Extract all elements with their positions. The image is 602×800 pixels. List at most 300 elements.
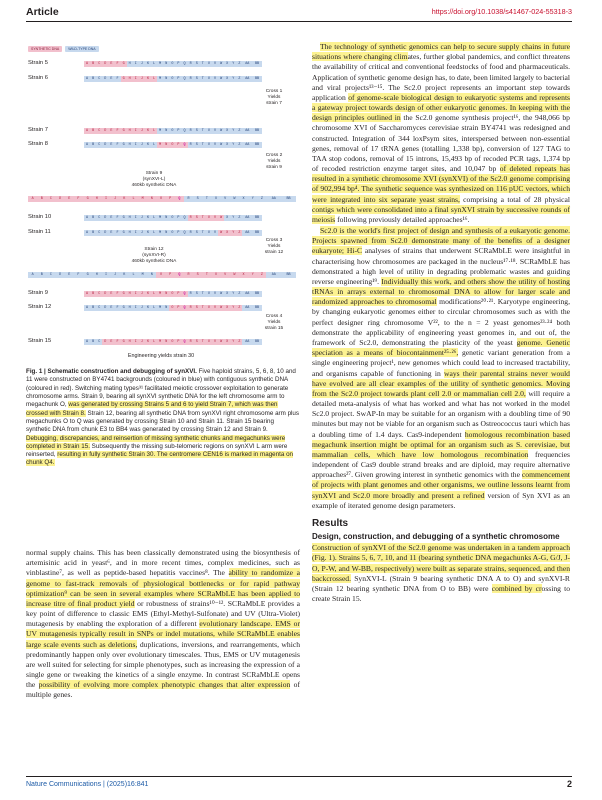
footer-rule [26, 776, 572, 777]
chunk-e: E [108, 142, 114, 148]
text-run: version of Syn XVI as an example of iterated genome design parameters. [312, 490, 570, 510]
chunk-y: Y [248, 196, 257, 202]
chunk-o: O [169, 339, 175, 345]
chunk-aa: AA [242, 291, 252, 297]
chunk-f: F [114, 128, 120, 134]
chunk-y: Y [230, 305, 236, 311]
chunk-c: C [96, 76, 102, 82]
strain-9-full-bar [28, 196, 296, 202]
chunk-r: R [184, 272, 193, 278]
chunk-b: B [90, 128, 96, 134]
chunk-q: Q [175, 196, 184, 202]
chunk-t: T [202, 272, 211, 278]
chunk-p: P [175, 339, 181, 345]
chunk-l: L [151, 61, 157, 67]
chunk-q: Q [182, 305, 188, 311]
caption-label: Fig. 1 | Schematic construction and debugging of synXVI. [26, 368, 197, 375]
chunk-a: A [84, 128, 90, 134]
chunk-z: Z [236, 291, 242, 297]
chunk-o: O [169, 215, 175, 221]
chunk-y: Y [230, 61, 236, 67]
chunk-e: E [108, 128, 114, 134]
chunk-h: H [127, 339, 133, 345]
chunk-d: D [102, 291, 108, 297]
chunk-q: Q [182, 291, 188, 297]
chunk-k: K [145, 339, 151, 345]
chunk-j: J [139, 339, 145, 345]
text-run: ossing to create Strain 15. [312, 583, 571, 604]
chunk-f: F [114, 305, 120, 311]
chunk-k: K [145, 142, 151, 148]
chunk-n: N [163, 305, 169, 311]
chunk-n: N [147, 196, 156, 202]
chunk-u: U [206, 76, 212, 82]
chunk-y: Y [230, 76, 236, 82]
highlight-run: Construction of synXVI of the Sc2.0 genome was undertaken in a tandem approach (Fig. 1). Strains 5, 6, 7, 10, and 11 (bearing synthetic DNA megachunks A-G, G/J, J-O, P-W, and W-BB, respectively) were built as separate strains, sequenced, and then backcrossed. [312, 543, 570, 583]
highlight-run: ability to randomize a genome to fast-track removals of physiological bottlenecks or for rapid pathway optimization⁹ can be seen in several examples where SCRaMbLE has been applied to increase titre of final product yield [26, 568, 300, 608]
chunk-o: O [156, 272, 165, 278]
chunk-r: R [188, 291, 194, 297]
cross-1-note: Cross 1 Yields strain 7 [265, 89, 283, 106]
chunk-w: W [218, 215, 224, 221]
chunk-w: W [218, 128, 224, 134]
chunk-e: E [108, 305, 114, 311]
text-run: will require a detailed meta-analysis of what has worked and what has not worked in the model Sc2.0 project. SwAP-In may be suitable for an organism with a doubling time of 90 minutes but may not be viable for an organism such as Ostreococcus tauri which has a doubling time of 1.4 days. Cas9-independent [312, 388, 570, 439]
chunk-u: U [206, 230, 212, 236]
chunk-r: R [188, 61, 194, 67]
chunk-j: J [139, 230, 145, 236]
caption-text: Subsequently the missing sub-telomeric regions on synXVI L arm were reinserted, [26, 442, 288, 459]
chunk-v: V [212, 61, 218, 67]
chunk-y: Y [230, 291, 236, 297]
chunk-l: L [151, 128, 157, 134]
chunk-z: Z [236, 128, 242, 134]
chunk-v: V [212, 291, 218, 297]
chunk-c: C [46, 272, 55, 278]
chunk-u: U [211, 196, 220, 202]
chunk-g: G [121, 305, 127, 311]
chunk-m: M [157, 215, 163, 221]
highlight-run: genome. Genetic speciation as a means of biocontainment²⁵·²⁶, [312, 337, 570, 358]
chunk-s: S [194, 305, 200, 311]
chunk-e: E [108, 339, 114, 345]
strain-12-full-bar [28, 272, 296, 278]
chunk-bb: BB [252, 230, 262, 236]
chunk-t: T [200, 291, 206, 297]
chunk-j: J [139, 305, 145, 311]
text-run: modifications²⁰·²¹. Karyotype engineering, by changing eukaryotic genomes either to circular chromosomes such as with the perfect designer ring chromosome V²², to the n = 2 yeast genomes²³·²⁴ both demonstrate the applicability of engineering yeast genomes in, and out of, the framework of Sc2.0, demonstrating the plasticity of the yeast [312, 297, 570, 347]
chunk-a: A [84, 142, 90, 148]
chunk-p: P [175, 128, 181, 134]
paragraph [26, 548, 300, 701]
chunk-b: B [90, 291, 96, 297]
chunk-c: C [46, 196, 55, 202]
chunk-c: C [96, 305, 102, 311]
chunk-m: M [157, 142, 163, 148]
header-rule [26, 21, 572, 22]
legend-synthetic: SYNTHETIC DNA [28, 46, 62, 52]
text-run: comprising a total of 28 physical [459, 194, 570, 204]
chunk-w: W [218, 76, 224, 82]
chunk-j: J [111, 272, 120, 278]
page-number: 2 [566, 779, 572, 789]
section-label: Article [26, 6, 59, 18]
caption-text: Strain 12, bearing all synthetic DNA from synXVI right chromosome arm plus megachunks O to Q was generated by crossing Strain 10 and Strain 11. Strain 15 bearing synthetic DNA from chunk E3 to BB4 was generated by crossing Strain 12 and Strain 9. [26, 409, 300, 434]
chunk-i: I [133, 128, 139, 134]
chunk-x: X [224, 142, 230, 148]
chunk-o: O [156, 196, 165, 202]
strain-label: Strain 15 [28, 338, 52, 344]
chunk-j: J [139, 61, 145, 67]
chunk-f: F [114, 76, 120, 82]
chunk-x: X [224, 230, 230, 236]
chunk-c: C [96, 291, 102, 297]
text-run: ates, further global pandemics, and conflict threatens the availability of critical and conventional feedstocks of food and pharmaceuticals. Application of synthetic genome design has, to date, been limited largely to bacterial and viral projects¹³⁻¹⁵. The Sc2.0 project represents an important step towards application [312, 52, 570, 102]
chunk-n: N [163, 339, 169, 345]
chunk-aa: AA [242, 230, 252, 236]
chunk-z: Z [257, 196, 266, 202]
chunk-p: P [175, 230, 181, 236]
right-column [312, 42, 570, 605]
figure-1 [26, 40, 296, 362]
chunk-x: X [239, 272, 248, 278]
chunk-s: S [194, 76, 200, 82]
doi-link[interactable]: https://doi.org/10.1038/s41467-024-55318-3 [431, 7, 572, 16]
paragraph [312, 226, 570, 511]
chunk-e: E [108, 230, 114, 236]
chunk-w: W [230, 272, 239, 278]
highlight-run: homologous recombination based megachunk insertion might be optimal for an organism such as S. cerevisiae, but mammalian cells, which have low homologous recombination [312, 429, 570, 459]
chunk-m: M [157, 230, 163, 236]
chunk-j: J [139, 128, 145, 134]
chunk-l: L [151, 215, 157, 221]
chunk-g: G [121, 339, 127, 345]
chunk-s: S [194, 142, 200, 148]
chunk-g: G [121, 128, 127, 134]
chunk-h: H [127, 76, 133, 82]
chunk-l: L [151, 76, 157, 82]
chunk-n: N [147, 272, 156, 278]
chunk-o: O [169, 76, 175, 82]
chunk-q: Q [182, 339, 188, 345]
chunk-f: F [114, 61, 120, 67]
chunk-d: D [56, 272, 65, 278]
chunk-y: Y [230, 339, 236, 345]
chunk-m: M [157, 61, 163, 67]
chunk-w: W [218, 230, 224, 236]
chunk-a: A [28, 196, 37, 202]
highlight-run: ways their parental strains never would have evolved are all clear examples of the utility of synthetic genomics. Moving from the Sc2.0 project towards plant cell 2.0 or mammalian cell 2.0, [312, 368, 570, 398]
text-run: the Sc2.0 genome synthesis project¹⁶, the 948,066 bp chromosome XVI of Saccharomyces cerevisiae strain BY4741 was redesigned and constructed. Integration of 344 loxPsym sites, interspersed between non-essential genes, removal of 17 tRNA genes (totalling 1,338 bp), conversion of 127 TAG to TAA stop codons, removal of 15 introns, 15,493 bp of recoded PCR tags, 1,374 bp of recoded restriction enzyme target sites, and 10,047 bp [312, 113, 570, 174]
journal-citation[interactable]: Nature Communications | (2025)16:841 [26, 781, 149, 788]
chunk-r: R [188, 230, 194, 236]
chunk-i: I [133, 76, 139, 82]
chunk-i: I [133, 215, 139, 221]
highlight-run: Sc2.0 is the world's first project of design and synthesis of a eukaryotic genome. Projects spawned from Sc2.0 demonstrate many of the benefits of a designer eukaryote; Hi-C [312, 226, 570, 256]
chunk-d: D [102, 305, 108, 311]
cross-4-note: Cross 4 Yields strain 15 [264, 314, 284, 331]
chunk-w: W [218, 305, 224, 311]
paragraph [312, 42, 570, 225]
chunk-n: N [163, 230, 169, 236]
chunk-u: U [206, 61, 212, 67]
strain-label: Strain 10 [28, 214, 52, 220]
legend-wildtype: WILD-TYPE DNA [65, 46, 98, 52]
chunk-b: B [37, 272, 46, 278]
highlight-run: of deleted repeats has resulted in a synthetic chromosome XVI (synXVI) of the Sc2.0 genome comprising of 902,994 bp⁴. The synthetic sequence was synthesized on 116 pUC vectors, which were integrated into six separate yeast strains, [312, 164, 570, 204]
chunk-g: G [121, 61, 127, 67]
chunk-bb: BB [252, 76, 262, 82]
chunk-e: E [108, 76, 114, 82]
highlight-run: Individually this work, and others show the utility of hosting tRNAs in arrays external to chromosomal DNA to allow for larger scale and randomized approaches to chromosomal [312, 276, 570, 307]
chunk-d: D [102, 230, 108, 236]
chunk-r: R [188, 305, 194, 311]
chunk-bb: BB [252, 142, 262, 148]
chunk-u: U [206, 305, 212, 311]
highlight-run: evolutionary landscape. EMS or UV mutagenesis typically result in SNPs or indel mutations, while SCRaMbLE enables large scale events such as deletions, [26, 619, 300, 649]
chunk-r: R [188, 142, 194, 148]
chunk-z: Z [236, 61, 242, 67]
chunk-g: G [121, 76, 127, 82]
strain-label: Strain 6 [28, 75, 48, 81]
chunk-n: N [163, 142, 169, 148]
chunk-k: K [145, 128, 151, 134]
chunk-i: I [133, 142, 139, 148]
left-column [26, 548, 300, 702]
chunk-f: F [74, 272, 83, 278]
chunk-u: U [206, 291, 212, 297]
chunk-r: R [188, 128, 194, 134]
chunk-aa: AA [242, 128, 252, 134]
chunk-y: Y [230, 215, 236, 221]
chunk-i: I [133, 291, 139, 297]
chunk-l: L [151, 339, 157, 345]
highlight-run: commencement of projects with plant genomes and other organisms, we outline lessons learnt from synXVI and Sc2.0 more broadly and present a refined [312, 470, 570, 500]
chunk-z: Z [236, 215, 242, 221]
cross-3-note: Cross 3 Yields strain 12 [264, 238, 284, 255]
chunk-y: Y [230, 230, 236, 236]
chunk-r: R [188, 76, 194, 82]
chunk-i: I [133, 305, 139, 311]
chunk-h: H [127, 230, 133, 236]
chunk-z: Z [236, 76, 242, 82]
chunk-x: X [224, 128, 230, 134]
chunk-q: Q [182, 142, 188, 148]
chunk-e: E [108, 291, 114, 297]
chunk-o: O [169, 128, 175, 134]
chunk-k: K [145, 291, 151, 297]
strain-12-note: Strain 12 (synXVI-R) 460kb synthetic DNA [131, 247, 177, 264]
strain-label: Strain 8 [28, 141, 48, 147]
chunk-bb: BB [252, 61, 262, 67]
chunk-f: F [114, 142, 120, 148]
strain-label: Strain 12 [28, 304, 52, 310]
text-run: of multiple genes. [26, 680, 300, 700]
chunk-d: D [102, 215, 108, 221]
chunk-z: Z [236, 305, 242, 311]
chunk-c: C [96, 215, 102, 221]
chunk-u: U [211, 272, 220, 278]
chunk-d: D [102, 339, 108, 345]
chunk-e: E [108, 215, 114, 221]
strain-9-note: Strain 9 (synXVI-L) 460kb synthetic DNA [131, 171, 177, 188]
chunk-bb: BB [281, 196, 296, 202]
chunk-x: X [224, 291, 230, 297]
chunk-e: E [65, 272, 74, 278]
chunk-u: U [206, 128, 212, 134]
chunk-h: H [127, 305, 133, 311]
chunk-bb: BB [252, 215, 262, 221]
chunk-v: V [212, 128, 218, 134]
text-run: frequencies independent of Cas9 double strand breaks and are diploid, may require alternative approaches²⁷. Given growing interest in synthetic genomics with the [312, 449, 570, 480]
chunk-v: V [212, 215, 218, 221]
engineering-note: Engineering yields strain 30 [127, 353, 195, 359]
chunk-q: Q [182, 128, 188, 134]
chunk-b: B [90, 339, 96, 345]
chunk-d: D [56, 196, 65, 202]
chunk-x: X [224, 305, 230, 311]
chunk-a: A [84, 76, 90, 82]
chunk-t: T [200, 305, 206, 311]
chunk-m: M [157, 305, 163, 311]
chunk-l: L [151, 230, 157, 236]
chunk-t: T [200, 339, 206, 345]
strain-bar [84, 291, 262, 297]
chunk-s: S [194, 339, 200, 345]
chunk-b: B [90, 230, 96, 236]
chunk-t: T [200, 76, 206, 82]
chunk-bb: BB [252, 305, 262, 311]
chunk-q: Q [182, 215, 188, 221]
chunk-p: P [175, 142, 181, 148]
strain-label: Strain 11 [28, 229, 51, 235]
chunk-t: T [200, 61, 206, 67]
chunk-h: H [92, 272, 101, 278]
chunk-n: N [163, 128, 169, 134]
strain-label: Strain 7 [28, 127, 48, 133]
chunk-z: Z [257, 272, 266, 278]
chunk-o: O [169, 61, 175, 67]
chunk-c: C [96, 128, 102, 134]
chunk-p: P [166, 272, 175, 278]
chunk-v: V [212, 230, 218, 236]
chunk-x: X [224, 339, 230, 345]
chunk-i: I [101, 272, 110, 278]
chunk-bb: BB [252, 128, 262, 134]
chunk-t: T [200, 142, 206, 148]
text-run: duplications, inversions, and rearrangements, which predominantly happen only over evolutionary timescales. Thus, EMS or UV mutagenesis are well suited for selecting for simple phenotypes, such as increasing the expression of a single gene or tweaking the kinetics of a single enzyme. In contrast SCRaMbLE opens the [26, 639, 300, 690]
strain-label: Strain 9 [28, 290, 48, 296]
chunk-p: P [175, 215, 181, 221]
strain-bar [84, 76, 262, 82]
chunk-x: X [239, 196, 248, 202]
chunk-g: G [121, 230, 127, 236]
chunk-aa: AA [242, 61, 252, 67]
chunk-aa: AA [242, 215, 252, 221]
chunk-w: W [230, 196, 239, 202]
chunk-h: H [127, 61, 133, 67]
chunk-i: I [133, 61, 139, 67]
chunk-k: K [145, 76, 151, 82]
chunk-z: Z [236, 142, 242, 148]
chunk-i: I [133, 339, 139, 345]
text-run: genetic variant generation from a single engineering project¹, new genomes which could lead to increased tractability, and organisms capable of functioning in [312, 348, 570, 378]
chunk-c: C [96, 230, 102, 236]
chunk-v: V [212, 339, 218, 345]
chunk-f: F [114, 215, 120, 221]
chunk-t: T [200, 128, 206, 134]
chunk-c: C [96, 339, 102, 345]
caption-highlight: resulting in fully synthetic Strain 30. The centromere CEN16 is marked in magenta on chunk Q4. [26, 451, 294, 467]
chunk-u: U [206, 215, 212, 221]
chunk-w: W [218, 142, 224, 148]
caption-highlight: Debugging, discrepancies, and reinsertion of missing synthetic chunks and megachunks were completed in Strain 15. [26, 434, 286, 450]
text-run: or robustness of strains¹⁰⁻¹². SCRaMbLE provides a key point of difference to classic EMS (Ethyl-Methyl-Sulfonate) and UV (Ultra-Violet) mutagenesis by enabling the exploration of a different [26, 598, 300, 629]
chunk-w: W [218, 291, 224, 297]
chunk-a: A [84, 339, 90, 345]
strain-bar [84, 339, 262, 345]
chunk-h: H [127, 128, 133, 134]
cross-2-note: Cross 2 Yields strain 9 [265, 153, 283, 170]
chunk-z: Z [236, 339, 242, 345]
chunk-h: H [127, 142, 133, 148]
chunk-m: M [157, 291, 163, 297]
chunk-s: S [193, 196, 202, 202]
chunk-d: D [102, 128, 108, 134]
strain-bar [84, 215, 262, 221]
chunk-j: J [139, 291, 145, 297]
chunk-aa: AA [242, 76, 252, 82]
chunk-b: B [90, 61, 96, 67]
chunk-g: G [83, 272, 92, 278]
chunk-l: L [151, 142, 157, 148]
chunk-u: U [206, 142, 212, 148]
chunk-l: L [129, 196, 138, 202]
chunk-a: A [84, 230, 90, 236]
chunk-aa: AA [242, 305, 252, 311]
chunk-p: P [175, 305, 181, 311]
chunk-a: A [84, 61, 90, 67]
chunk-l: L [151, 305, 157, 311]
chunk-m: M [157, 339, 163, 345]
strain-bar [84, 128, 262, 134]
text-run: SynXVI-L (Strain 9 bearing synthetic DNA A to O) and synXVI-R (Strain 12 bearing synthetic DNA from O to BB) were [312, 573, 570, 593]
chunk-f: F [74, 196, 83, 202]
chunk-o: O [169, 305, 175, 311]
chunk-i: I [133, 230, 139, 236]
chunk-z: Z [236, 230, 242, 236]
chunk-q: Q [182, 76, 188, 82]
chunk-d: D [102, 142, 108, 148]
chunk-n: N [163, 215, 169, 221]
figure-legend [28, 46, 99, 52]
chunk-v: V [212, 305, 218, 311]
highlight-run: combined by cr [491, 583, 542, 593]
chunk-o: O [169, 291, 175, 297]
chunk-k: K [145, 305, 151, 311]
chunk-q: Q [175, 272, 184, 278]
chunk-e: E [108, 61, 114, 67]
chunk-s: S [194, 215, 200, 221]
caption-text: Five haploid strains, 5, 6, 8, 10 and 11 were constructed on BY4741 backgrounds (coloured in blue) with contiguous synthetic DNA (coloured in red). Switching mating types³¹ facilitated meiotic crossover exploitation to generate chromosome arms. Strain 9, bearing all synXVI synthetic DNA for the left chromosome arm to megachunk O, [26, 368, 296, 409]
chunk-t: T [200, 230, 206, 236]
chunk-s: S [194, 128, 200, 134]
chunk-j: J [111, 196, 120, 202]
chunk-b: B [90, 142, 96, 148]
text-run: following previously detailed approaches¹⁶. [335, 214, 470, 224]
chunk-v: V [212, 76, 218, 82]
chunk-f: F [114, 339, 120, 345]
